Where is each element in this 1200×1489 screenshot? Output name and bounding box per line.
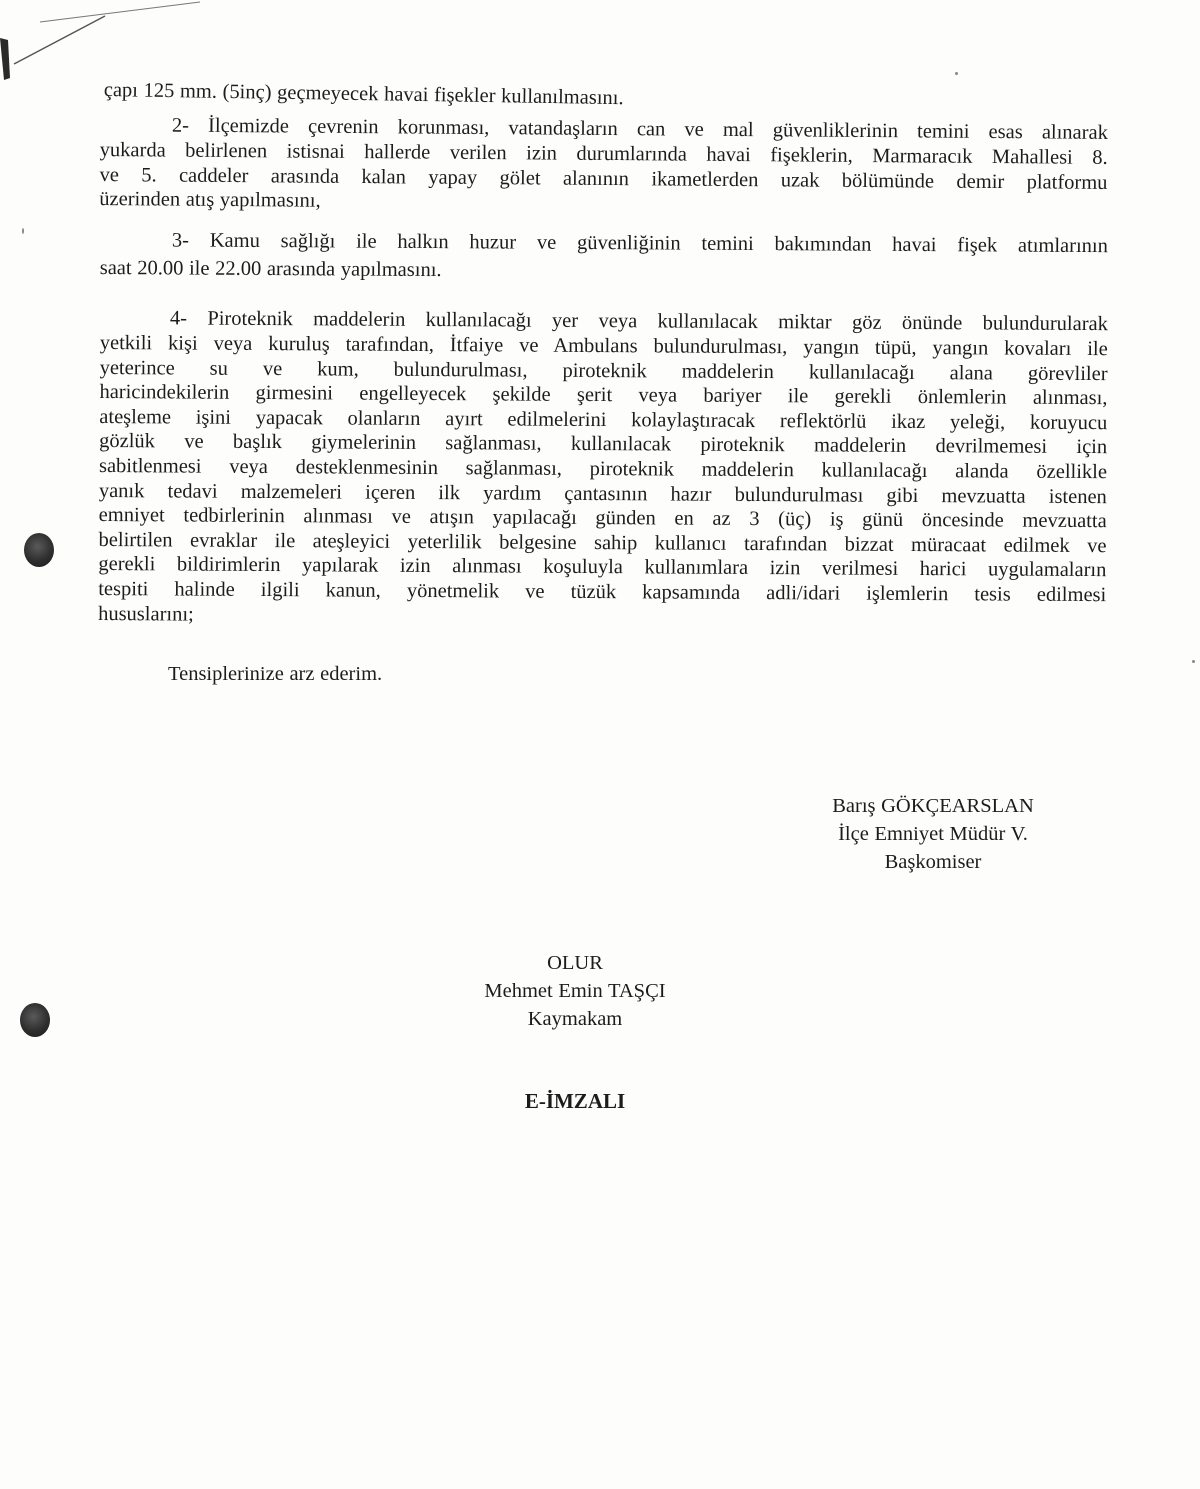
paragraph-4-line: ateşleme işini yapacak olanların ayırt edilmelerini kolaylaştıracak reflektörlü ikaz yeleği, koruyucu [99, 405, 1108, 434]
signer-block [788, 792, 1078, 876]
approver-name: Mehmet Emin TAŞÇI [484, 980, 666, 1002]
punch-hole-bottom [20, 1003, 50, 1037]
closing-line: Tensiplerinize arz ederim. [168, 663, 383, 685]
signer-title: İlçe Emniyet Müdür V. [838, 823, 1028, 845]
paragraph-4-line: belirtilen evraklar ile ateşleyici yeterlilik belgesine sahip kullanıcı tarafından bizzat müracaat edilmek ve [98, 528, 1107, 557]
paragraph-4-line: sabitlenmesi veya desteklenmesinin sağlanması, piroteknik maddelerin kullanılacağı alanda özellikle [98, 454, 1108, 484]
paragraph-4-line: gözlük ve başlık giymelerinin sağlanması, kullanılacak piroteknik maddelerin devrilmemesi için [99, 430, 1108, 459]
paragraph-4-line: gerekli bildirimlerin yapılarak izin alınması koşuluyla kullanımlara izin verilmesi harici uygulamaların [98, 553, 1107, 582]
scan-speck [955, 72, 958, 75]
paragraph-3-line: 3- Kamu sağlığı ile halkın huzur ve güvenliğinin temini bakımından havai fişek atımlarının [171, 229, 1108, 258]
paragraph-2-line: üzerinden atış yapılmasını, [99, 188, 321, 212]
scan-speck [1192, 660, 1195, 663]
folded-corner-mark [0, 0, 220, 90]
paragraph-1-tail-text: çapı 125 mm. (5inç) geçmeyecek havai fişekler kullanılmasını. [103, 78, 624, 110]
paragraph-4-line: 4- Piroteknik maddelerin kullanılacağı yer veya kullanılacak miktar göz önünde bulundurularak [169, 307, 1108, 336]
signer-rank: Başkomiser [884, 851, 982, 873]
paragraph-4-line: yanık tedavi malzemeleri içeren ilk yardım çantasının hazır bulundurulması gibi mevzuatta istenen [98, 479, 1107, 508]
approval-label: OLUR [547, 952, 603, 974]
approver-title: Kaymakam [527, 1008, 623, 1030]
paragraph-4-line: haricindekilerin girmesini engelleyecek şekilde şerit veya bariyer ile gerekli önlemlerin alınması, [99, 381, 1108, 410]
paragraph-2 [99, 113, 1108, 220]
paragraph-3-line: saat 20.00 ile 22.00 arasında yapılmasını. [99, 256, 442, 282]
paragraph-4-line: tespiti halinde ilgili kanun, yönetmelik ve tüzük kapsamında adli/idari işlemlerin tesis edilmesi [98, 577, 1107, 607]
punch-hole-top [24, 533, 54, 567]
paragraph-4 [98, 306, 1108, 632]
scan-speck [22, 228, 24, 234]
paragraph-4-line: yeterince su ve kum, bulundurulması, piroteknik maddelerin kullanılacağı alana görevliler [99, 356, 1108, 385]
paragraph-2-line: ve 5. caddeler arasında kalan yapay gölet alanının ikametlerden uzak bölümünde demir platformu [99, 163, 1108, 194]
paragraph-4-line: emniyet tedbirlerinin alınması ve atışın yapılacağı günden en az 3 (üç) iş günü öncesinde mevzuatta [98, 504, 1107, 533]
approval-block [440, 949, 710, 1033]
paragraph-1-tail [104, 78, 864, 115]
signer-name: Barış GÖKÇEARSLAN [832, 795, 1034, 817]
paragraph-4-line: yetkili kişi veya kuruluş tarafından, İtfaiye ve Ambulans bulundurulması, yangın tüpü, yangın kovaları ile [99, 331, 1108, 361]
paragraph-3 [100, 228, 1108, 287]
paragraph-2-line: yukarda belirlenen istisnai hallerde verilen izin durumlarında havai fişeklerin, Marmaracık Mahallesi 8. [99, 138, 1108, 169]
paragraph-4-line: hususlarını; [98, 602, 194, 626]
paragraph-2-line: 2- İlçemizde çevrenin korunması, vatandaşların can ve mal güvenliklerinin temini esas alınarak [171, 114, 1108, 144]
e-signature-stamp: E-İMZALI [524, 1089, 626, 1113]
